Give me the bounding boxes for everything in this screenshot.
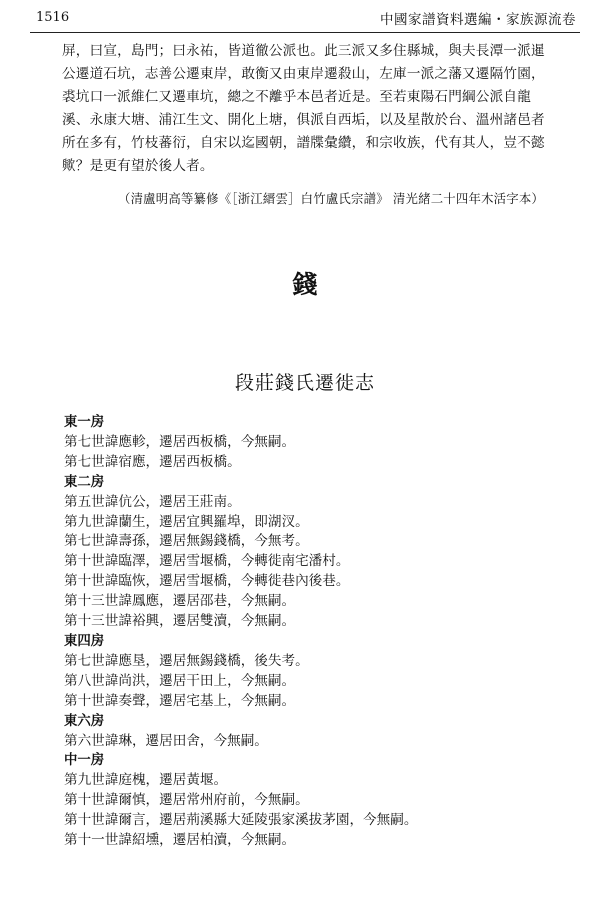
migration-entry: 第十三世諱裕興，遷居雙瀆，今無嗣。 (64, 613, 296, 630)
migration-entry: 第十一世諱紹壎，遷居柏瀆，今無嗣。 (64, 832, 296, 849)
branch-heading: 東二房 (64, 474, 105, 490)
migration-entry: 第八世諱尚洪，遷居干田上，今無嗣。 (64, 672, 296, 689)
page-number: 1516 (36, 10, 70, 25)
surname-title: 錢 (292, 270, 318, 299)
source-note: （清盧明高等纂修《［浙江縉雲］白竹盧氏宗譜》 清光緒二十四年木活字本） (118, 191, 545, 206)
migration-entry: 第九世諱庭槐，遷居黃堰。 (64, 772, 228, 789)
migration-entry: 第十世諱臨恢，遷居雪堰橋，今轉徙巷內後巷。 (64, 573, 350, 590)
migration-entry: 第十世諱爾言，遷居荊溪縣大延陵張家溪拔茅園，今無嗣。 (64, 812, 418, 829)
migration-entry: 第七世諱應軫，遷居西板橋，今無嗣。 (64, 433, 296, 450)
migration-entry: 第十世諱爾慎，遷居常州府前，今無嗣。 (64, 792, 309, 809)
migration-entry: 第十三世諱鳳應，遷居邵巷，今無嗣。 (64, 593, 296, 610)
migration-entry: 第七世諱應垦，遷居無錫錢橋，後失考。 (64, 652, 309, 669)
essay-title: 段莊錢氏遷徙志 (234, 372, 375, 394)
intro-paragraph: 屏，曰宣，島門；曰永祐，皆道徹公派也。此三派又多住縣城，與夫長潭一派暹公遷道石坑，志善公遷東岸，敢衡又由東岸遷殺山，左庫一派之藩又遷隔竹園，裘坑口一派維仁又遷車坑，總之不離乎本邑者近是。至若東陽石門綱公派自龍溪、永康大塘、浦江生文、開化上塘，俱派自西垢，以及星散於台、溫州諸邑者所在多有，竹枝蕃衍，自宋以迄國朝，譜牒彙纘，和宗收族，代有其人，豈不懿歟？是更有望於後人者。 (62, 43, 545, 174)
migration-entry: 第七世諱壽孫，遷居無錫錢橋，今無考。 (64, 533, 309, 550)
migration-entry: 第七世諱宿應，遷居西板橋。 (64, 453, 241, 470)
running-header: 中國家譜資料選編・家族源流卷 (380, 12, 576, 28)
migration-entry: 第六世諱琳，遷居田舍，今無嗣。 (64, 732, 268, 749)
branch-heading: 東六房 (64, 713, 105, 729)
migration-entry: 第九世諱蘭生，遷居宜興羅埠，即湖汊。 (64, 513, 309, 530)
branch-heading: 東四房 (64, 633, 105, 649)
migration-entry: 第五世諱伉公，遷居王莊南。 (64, 493, 241, 510)
migration-entry: 第十世諱臨澤，遷居雪堰橋，今轉徙南宅潘村。 (64, 553, 350, 570)
migration-entries (64, 413, 584, 851)
header-rule (30, 32, 580, 33)
branch-heading: 中一房 (64, 753, 105, 769)
branch-heading: 東一房 (64, 415, 105, 430)
migration-entry: 第十世諱奏聲，遷居宅基上，今無嗣。 (64, 692, 296, 709)
